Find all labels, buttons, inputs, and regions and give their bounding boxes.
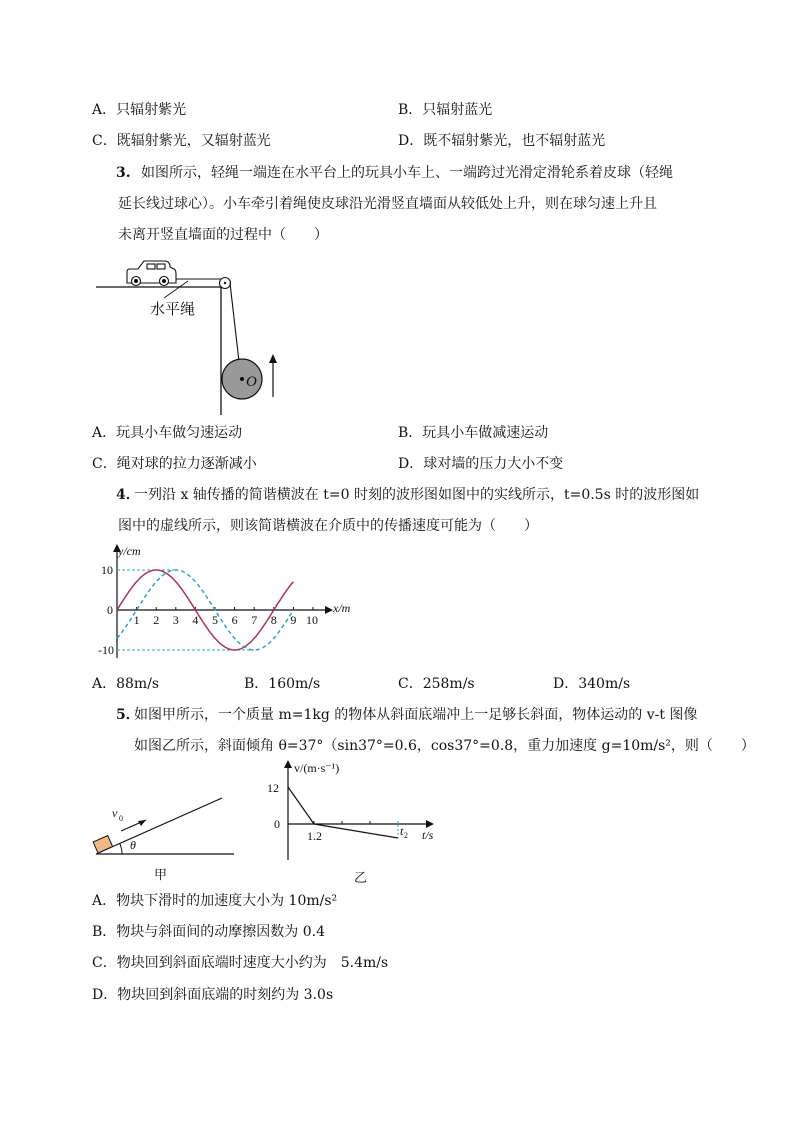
q3-option-b: B．玩具小车做减速运动 (398, 425, 549, 441)
v0-subscript: 0 (119, 814, 123, 823)
y-tick-label: 0 (107, 603, 113, 617)
q4-wave-chart (100, 540, 370, 670)
q3-option-a: A．玩具小车做匀速运动 (92, 425, 243, 441)
t2-subscript: 2 (404, 831, 408, 840)
caption-jia: 甲 (154, 867, 168, 882)
q3-option-c: C．绳对球的拉力逐渐减小 (92, 456, 257, 472)
q5-option-c: C．物块回到斜面底端时速度大小约为 5.4m/s (92, 955, 389, 971)
x-tick-label: 4 (192, 613, 199, 627)
x-tick-label: 5 (212, 613, 218, 627)
q4-option-b: B．160m/s (244, 676, 321, 692)
q2-option-d: D．既不辐射紫光，也不辐射蓝光 (398, 133, 606, 149)
x-axis-arrow (325, 606, 333, 614)
t-tick-1.2: 1.2 (307, 829, 322, 843)
q3-stem-line1: 如图所示，轻绳一端连在水平台上的玩具小车上、一端跨过光滑定滑轮系着皮球（轻绳 (141, 165, 673, 181)
y-tick-label: 10 (101, 563, 113, 577)
q5-figure-yi (262, 758, 452, 885)
q3-option-d: D．球对墙的压力大小不变 (398, 456, 564, 472)
q5-option-d: D．物块回到斜面底端的时刻约为 3.0s (92, 987, 334, 1003)
q4-number: 4． (116, 487, 140, 503)
q2-option-a: A．只辐射紫光 (92, 102, 187, 118)
y-tick-label: -10 (98, 643, 114, 657)
x-tick-label: 7 (251, 613, 258, 627)
x-tick-label: 10 (306, 613, 318, 627)
x-tick-label: 3 (172, 613, 179, 627)
caption-yi: 乙 (354, 870, 368, 885)
v0-label: v (112, 806, 118, 820)
x-tick-label: 6 (231, 613, 238, 627)
q3-number: 3. (116, 165, 131, 181)
q4-stem-line1: 一列沿 x 轴传播的简谐横波在 t=0 时刻的波形图如图中的实线所示，t=0.5s 时的波形图如 (134, 487, 700, 503)
rope-label: 水平绳 (150, 302, 196, 318)
block (93, 836, 112, 853)
origin-label: 0 (274, 817, 280, 831)
q4-option-c: C．258m/s (398, 676, 475, 692)
q4-option-a: A．88m/s (92, 676, 160, 692)
q3-stem-line3: 未离开竖直墙面的过程中（ ） (118, 227, 328, 243)
x-tick-label: 8 (270, 613, 277, 627)
center-label: O (246, 374, 257, 390)
q4-option-d: D．340m/s (553, 676, 631, 692)
q5-stem-line1: 如图甲所示，一个质量 m=1kg 的物体从斜面底端冲上一足够长斜面，物体运动的 v-t 图像 (134, 707, 698, 723)
t-axis-label: t/s (422, 828, 434, 842)
deceleration-line (288, 787, 314, 824)
x-tick-label: 2 (153, 613, 160, 627)
q4-stem-line2: 图中的虚线所示，则该简谐横波在介质中的传播速度可能为（ ） (118, 518, 538, 534)
x-tick-label: 1 (133, 613, 140, 627)
q3-figure (90, 250, 310, 415)
x-axis-label: x/m (333, 601, 351, 615)
toy-car-icon (127, 261, 176, 286)
q5-option-a: A．物块下滑时的加速度大小为 10m/s² (92, 893, 338, 909)
t2-label: t (400, 824, 404, 838)
q5-figure-jia (88, 790, 238, 885)
q2-option-b: B．只辐射蓝光 (398, 102, 493, 118)
y-axis-label: y/cm (118, 544, 141, 558)
q5-option-b: B．物块与斜面间的动摩擦因数为 0.4 (92, 924, 326, 940)
v-axis-label: v/(m·s⁻¹) (294, 761, 340, 775)
q3-stem-line2: 延长线过球心）。小车牵引着绳使皮球沿光滑竖直墙面从较低处上升，则在球匀速上升且 (118, 196, 657, 212)
x-tick-label: 9 (290, 613, 297, 627)
q5-stem-line2: 如图乙所示，斜面倾角 θ=37°（sin37°=0.6，cos37°=0.8，重力加速度 g=10m/s²，则（ ） (134, 738, 755, 754)
angle-label: θ (130, 838, 136, 852)
v-tick-12: 12 (267, 781, 279, 795)
q5-number: 5． (116, 707, 140, 723)
q2-option-c: C．既辐射紫光，又辐射蓝光 (92, 133, 271, 149)
return-line (314, 824, 398, 838)
